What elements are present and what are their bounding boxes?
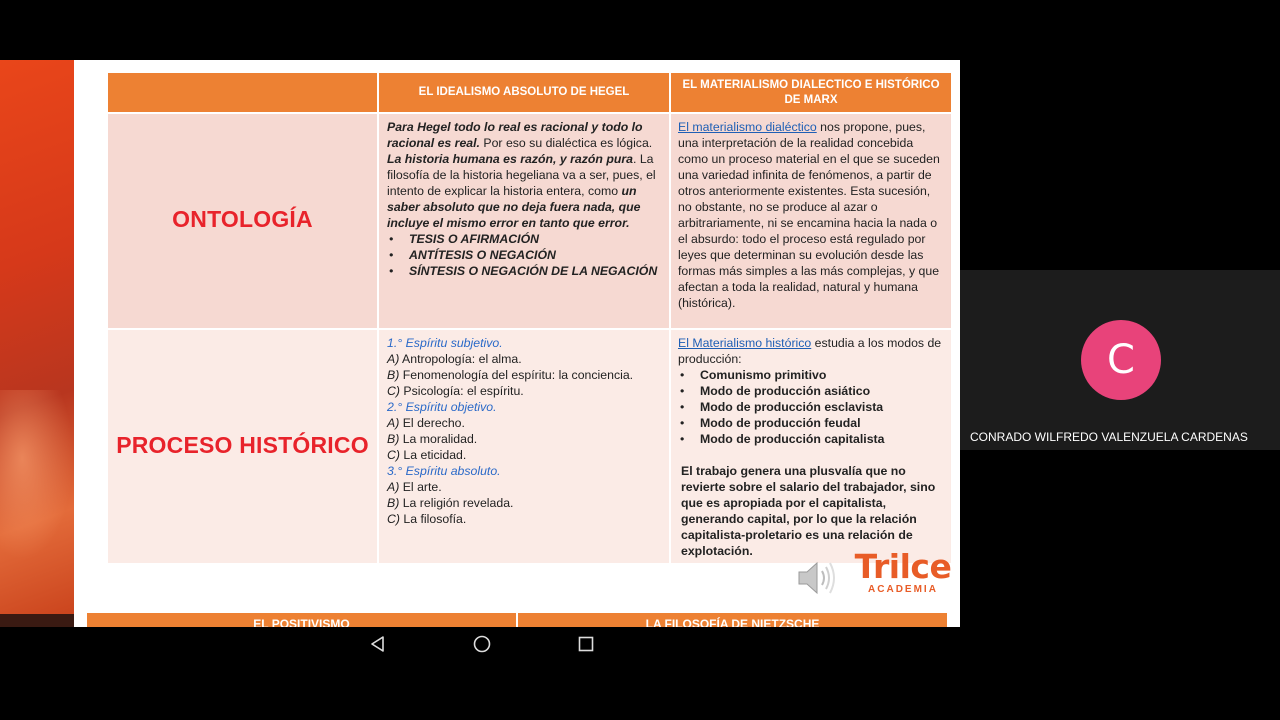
list-item <box>387 447 661 463</box>
participant-name: CONRADO WILFREDO VALENZUELA CARDENAS <box>970 430 1248 444</box>
list-item <box>387 415 661 431</box>
row-label-cell <box>108 329 378 563</box>
list-item: • Comunismo primitivo <box>678 367 943 383</box>
row-label-cell <box>108 113 378 329</box>
materialismo-dialectico-link[interactable]: El materialismo dialéctico <box>678 120 817 134</box>
brand-sub: ACADEMIA <box>868 584 938 595</box>
list-item: • ANTÍTESIS O NEGACIÓN <box>387 247 661 263</box>
speaker-icon[interactable] <box>795 558 845 598</box>
list-item: • TESIS O AFIRMACIÓN <box>387 231 661 247</box>
list-item <box>387 383 661 399</box>
item-letter: C) <box>387 448 400 462</box>
hegel-sentence-2: Por eso su dialéctica es lógica. <box>479 136 653 150</box>
brand-name: Trilce <box>854 547 952 586</box>
marx-proceso-intro <box>678 335 943 367</box>
table-row-ontologia <box>108 113 951 329</box>
list-item <box>387 479 661 495</box>
home-icon[interactable] <box>472 634 492 654</box>
header-empty <box>108 73 378 113</box>
group-title: 2.° Espíritu objetivo. <box>387 400 497 414</box>
item-text: Psicología: el espíritu. <box>399 384 524 398</box>
item-text: El derecho. <box>399 416 465 430</box>
marx-proceso-intro-text: estudia a los modos de producción: <box>678 336 942 366</box>
hegel-sentence-4: . La filosofía de la historia hegeliana va a ser, pues, el intento de explicar la historia entera, como <box>387 152 656 198</box>
row-label-ontologia: ONTOLOGÍA <box>172 206 313 232</box>
item-letter: A) <box>387 480 400 494</box>
table-row-proceso <box>108 329 951 563</box>
header-nietzsche: LA FILOSOFÍA DE NIETZSCHE <box>518 613 947 627</box>
dialectic-list <box>387 231 661 279</box>
list-item: • Modo de producción asiático <box>678 383 943 399</box>
marx-ontologia-text: nos propone, pues, una interpretación de la realidad concebida como un proceso material en el que se suceden una variedad infinita de fenómenos, a partir de otros anteriormente existentes. Esta sucesión, no obstante, no se produce al azar o arbitrariamente, ni se encamina hacia la nada o el absurdo: todo el proceso está regulado por leyes que determinan su evolución desde las formas más simples a las más complejas, y que afectan a toda la realidad, natural y humana (histórica). <box>678 120 940 310</box>
header-positivismo: EL POSITIVISMO <box>87 613 516 627</box>
participant-tile[interactable] <box>960 270 1280 450</box>
cell-marx-proceso <box>670 329 951 563</box>
hegel-sentence-3: La historia humana es razón, y razón pura <box>387 152 633 166</box>
list-item: • SÍNTESIS O NEGACIÓN DE LA NEGACIÓN <box>387 263 661 279</box>
hegel-sentence-1: Para Hegel todo lo real es racional y todo lo racional es real. <box>387 120 643 150</box>
item-text: La moralidad. <box>399 432 478 446</box>
item-letter: B) <box>387 368 400 382</box>
materialismo-historico-link[interactable]: El Materialismo histórico <box>678 336 812 350</box>
espiritu-group <box>387 399 661 463</box>
espiritu-group <box>387 463 661 527</box>
header-marx: EL MATERIALISMO DIALECTICO E HISTÓRICO DE MARX <box>670 73 951 113</box>
slide-side-image-bottom <box>0 614 74 627</box>
item-text: La religión revelada. <box>399 496 514 510</box>
next-table-header <box>87 613 947 627</box>
slide-side-image <box>0 60 74 627</box>
list-item <box>387 431 661 447</box>
list-item <box>387 495 661 511</box>
list-item: • Modo de producción feudal <box>678 415 943 431</box>
participant-avatar: C <box>1081 320 1161 400</box>
item-text: La eticidad. <box>399 448 467 462</box>
item-text: Antropología: el alma. <box>399 352 522 366</box>
list-item <box>387 367 661 383</box>
row-label-proceso: PROCESO HISTÓRICO <box>116 431 369 458</box>
presentation-slide <box>0 60 960 627</box>
hegel-sentence-5: un saber absoluto que no deja fuera nada, que incluye el mismo error en tanto que error. <box>387 184 641 230</box>
modes-list <box>678 367 943 447</box>
item-text: El arte. <box>399 480 442 494</box>
table-header-row <box>108 73 951 113</box>
item-letter: C) <box>387 384 400 398</box>
back-icon[interactable] <box>368 634 388 654</box>
item-text: La filosofía. <box>399 512 467 526</box>
group-title: 1.° Espíritu subjetivo. <box>387 336 503 350</box>
cell-hegel-ontologia <box>378 113 670 329</box>
item-letter: B) <box>387 496 400 510</box>
list-item: • Modo de producción esclavista <box>678 399 943 415</box>
android-nav-bar <box>0 627 960 661</box>
cell-marx-ontologia <box>670 113 951 329</box>
espiritu-group <box>387 335 661 399</box>
item-text: Fenomenología del espíritu: la conciencia. <box>399 368 634 382</box>
header-hegel: EL IDEALISMO ABSOLUTO DE HEGEL <box>378 73 670 113</box>
group-title: 3.° Espíritu absoluto. <box>387 464 501 478</box>
item-letter: C) <box>387 512 400 526</box>
item-letter: A) <box>387 352 400 366</box>
comparison-table <box>108 73 951 563</box>
item-letter: B) <box>387 432 400 446</box>
item-letter: A) <box>387 416 400 430</box>
list-item <box>387 511 661 527</box>
trilce-logo <box>852 547 954 604</box>
plusvalia-paragraph: El trabajo genera una plusvalía que no revierte sobre el salario del trabajador, sino que es apropiada por el capitalista, generando capital, por lo que la relación capitalista-proletario es una relación de explotación. <box>681 464 936 558</box>
list-item <box>387 351 661 367</box>
hegel-ontologia-text <box>387 119 661 231</box>
recents-icon[interactable] <box>576 634 596 654</box>
cell-hegel-proceso <box>378 329 670 563</box>
list-item: • Modo de producción capitalista <box>678 431 943 447</box>
